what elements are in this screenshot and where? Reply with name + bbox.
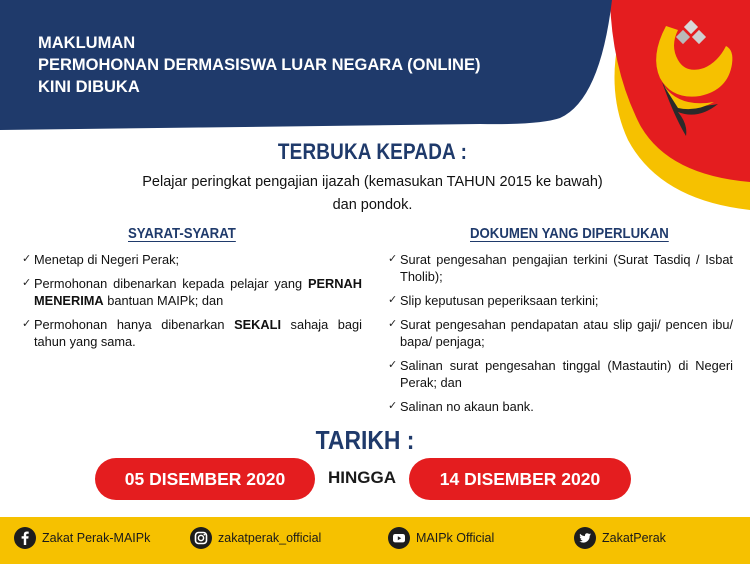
open-to-desc-line-1: Pelajar peringkat pengajian ijazah (kemasukan TAHUN 2015 ke bawah) <box>142 174 603 190</box>
requirement-text: sahaja bagi tahun yang sama. <box>34 317 362 349</box>
twitter-icon <box>574 527 596 549</box>
end-date-badge: 14 DISEMBER 2020 <box>409 458 631 500</box>
documents-list <box>388 251 733 422</box>
requirement-emphasis: SEKALI <box>234 317 282 332</box>
document-item <box>388 316 733 350</box>
facebook-icon <box>14 527 36 549</box>
header-line-3: KINI DIBUKA <box>38 78 140 96</box>
document-text: Slip keputusan peperiksaan terkini; <box>400 293 599 308</box>
check-icon: ✓ <box>388 294 398 306</box>
check-icon: ✓ <box>22 253 32 265</box>
document-item <box>388 251 733 285</box>
document-item <box>388 357 733 391</box>
youtube-link[interactable] <box>388 527 494 549</box>
documents-title: DOKUMEN YANG DIPERLUKAN <box>470 225 669 242</box>
requirement-text: Permohonan dibenarkan kepada pelajar yang <box>34 276 308 291</box>
requirement-item <box>22 275 362 309</box>
requirement-emphasis: PERNAH MENERIMA <box>34 276 362 308</box>
requirement-text: bantuan MAIPk; dan <box>103 293 224 308</box>
requirements-title: SYARAT-SYARAT <box>128 225 236 242</box>
requirements-list <box>22 251 362 357</box>
twitter-handle: ZakatPerak <box>602 531 666 545</box>
instagram-handle: zakatperak_official <box>218 531 322 545</box>
document-item <box>388 292 733 309</box>
logo-block <box>692 30 706 44</box>
instagram-icon <box>190 527 212 549</box>
header-title <box>38 32 480 98</box>
facebook-link[interactable] <box>14 527 150 549</box>
check-icon: ✓ <box>388 359 398 371</box>
date-title: TARIKH : <box>315 425 415 455</box>
youtube-handle: MAIPk Official <box>416 531 495 545</box>
date-separator: HINGGA <box>328 468 396 487</box>
document-text: Surat pengesahan pengajian terkini (Surat Tasdiq / Isbat Tholib); <box>400 252 733 284</box>
header-line-2: PERMOHONAN DERMASISWA LUAR NEGARA (ONLINE) <box>38 56 481 74</box>
check-icon: ✓ <box>388 253 398 265</box>
requirement-text: Menetap di Negeri Perak; <box>34 252 180 267</box>
header-line-1: MAKLUMAN <box>38 34 136 52</box>
logo-block <box>684 20 698 34</box>
check-icon: ✓ <box>388 400 398 412</box>
requirement-text: Permohonan hanya dibenarkan <box>34 317 235 332</box>
requirement-item <box>22 251 362 268</box>
check-icon: ✓ <box>22 277 32 289</box>
twitter-link[interactable] <box>574 527 666 549</box>
document-text: Salinan surat pengesahan tinggal (Mastautin) di Negeri Perak; dan <box>400 358 733 390</box>
check-icon: ✓ <box>388 318 398 330</box>
facebook-handle: Zakat Perak-MAIPk <box>42 531 151 545</box>
start-date-badge: 05 DISEMBER 2020 <box>95 458 315 500</box>
instagram-link[interactable] <box>190 527 321 549</box>
youtube-icon <box>388 527 410 549</box>
document-text: Salinan no akaun bank. <box>400 399 534 414</box>
document-text: Surat pengesahan pendapatan atau slip gaji/ pencen ibu/ bapa/ penjaga; <box>400 317 733 349</box>
check-icon: ✓ <box>22 318 32 330</box>
open-to-title: TERBUKA KEPADA : <box>277 139 468 164</box>
open-to-description <box>60 171 685 217</box>
document-item <box>388 398 733 415</box>
requirement-item <box>22 316 362 350</box>
logo-block <box>676 30 690 44</box>
open-to-desc-line-2: dan pondok. <box>332 197 413 213</box>
maipk-logo <box>648 16 740 140</box>
